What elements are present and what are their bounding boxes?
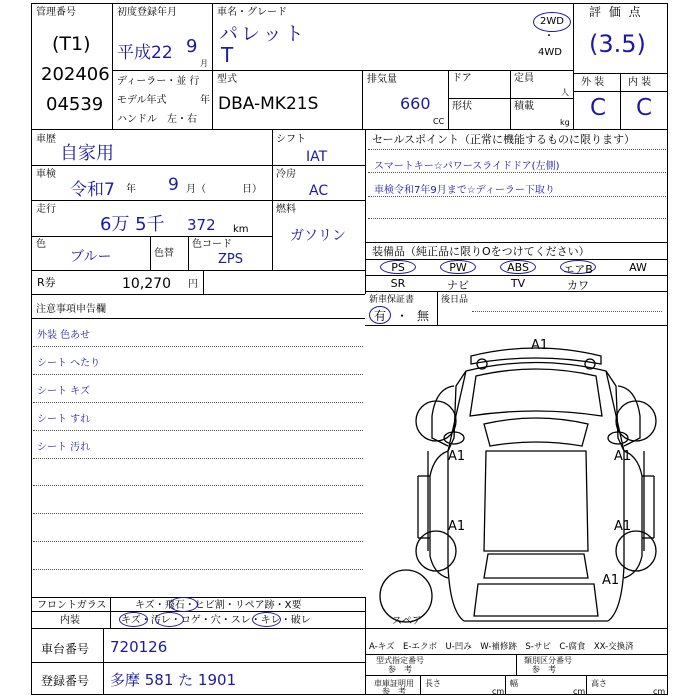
- type-label: 型式: [217, 74, 237, 85]
- equipment-item: PS: [391, 261, 405, 274]
- divider: [365, 675, 668, 676]
- equipment-item: AW: [629, 261, 647, 274]
- shape-label: 形状: [452, 101, 472, 112]
- width-cm: cm: [573, 687, 586, 696]
- hood-outline: [470, 369, 602, 416]
- rub-circle: [252, 612, 281, 627]
- fuel-value: ガソリン: [290, 228, 346, 244]
- mgmt-number-1: (T1): [52, 33, 91, 55]
- damage-mark-front: A1: [531, 338, 549, 353]
- divider: [365, 242, 668, 243]
- chassis-label: 車台番号: [41, 642, 90, 656]
- divider: [31, 597, 365, 598]
- recycle-unit: 円: [188, 279, 198, 290]
- car-grade: T: [221, 43, 234, 67]
- car-name-label: 車名・グレード: [217, 7, 287, 18]
- divider: [110, 597, 111, 628]
- damage-mark-left-rear: A1: [448, 519, 466, 534]
- selling-point-1: スマートキー☆パワースライドドア(左側): [374, 161, 560, 172]
- chip-circle: [169, 597, 198, 612]
- front-right-wheel: [616, 401, 656, 441]
- divider: [112, 70, 573, 71]
- notes-entry: 外装 色あせ: [37, 329, 91, 341]
- divider: [31, 611, 365, 612]
- ref-label-1: 参 考: [388, 665, 412, 674]
- notes-line: [33, 485, 363, 486]
- notes-entry: シート へたり: [37, 357, 101, 369]
- exterior-label: 外 装: [581, 77, 605, 88]
- equipment-item: PW: [449, 261, 467, 274]
- rear-window-outline: [484, 554, 588, 578]
- equipment-item: カワ: [567, 279, 589, 292]
- scratch-circle: [119, 612, 148, 627]
- equipment-item: ABS: [507, 261, 529, 274]
- divider: [31, 129, 668, 130]
- exterior-grade: C: [590, 95, 607, 121]
- later-items-line: [472, 311, 662, 312]
- length-cm: cm: [492, 687, 505, 696]
- drive-dot: ・: [544, 31, 554, 42]
- equipment-item: エアB: [563, 263, 593, 276]
- km-unit: km: [233, 224, 249, 235]
- warranty-have: 有: [374, 309, 387, 323]
- divider: [448, 70, 449, 129]
- color-change-label: 色替: [154, 248, 174, 259]
- mileage-extra: 372: [187, 216, 216, 234]
- handle-label: ハンドル 左・右: [117, 114, 197, 125]
- mileage-value: 6万 5千: [100, 214, 165, 235]
- divider: [31, 270, 365, 271]
- history-label: 車歴: [36, 134, 56, 145]
- cc-unit: CC: [433, 117, 445, 126]
- divider: [362, 70, 363, 129]
- width-label: 幅: [510, 679, 518, 688]
- interior-grade: C: [636, 95, 653, 121]
- notes-line: [33, 513, 363, 514]
- damage-mark-right-front: A1: [614, 449, 632, 464]
- divider: [272, 165, 365, 166]
- equipment-item: SR: [390, 277, 406, 290]
- category-label: 類別区分番号: [524, 656, 572, 665]
- model-code: DBA-MK21S: [218, 94, 319, 114]
- divider: [112, 3, 113, 129]
- notes-entry: シート 汚れ: [37, 441, 91, 453]
- registration-number: 多摩 581 た 1901: [110, 671, 237, 689]
- score-value: (3.5): [589, 30, 646, 58]
- warranty-label: 新車保証書: [369, 295, 415, 305]
- divider: [365, 275, 668, 276]
- mgmt-number-label: 管理番号: [36, 7, 76, 18]
- divider: [150, 236, 151, 270]
- notes-entry: シート すれ: [37, 413, 91, 425]
- divider: [203, 270, 204, 294]
- interior-condition-items: キズ・汚レ・コゲ・穴・スレ・キレ・破レ: [121, 615, 311, 626]
- car-name: パレット: [219, 23, 307, 45]
- divider: [31, 165, 272, 166]
- equipment-label: 装備品（純正品に限りOをつけてください）: [372, 245, 590, 258]
- registration-era: 平成22: [117, 43, 173, 63]
- damage-legend: A-キズ E-エクボ U-凹み W-補修跡 S-サビ C-腐食 XX-交換済: [369, 642, 634, 652]
- selling-line: [368, 196, 666, 197]
- inspection-year-unit: 年: [126, 184, 136, 195]
- left-side-outline: [430, 451, 448, 578]
- divider: [516, 654, 517, 675]
- length-label: 長さ: [425, 679, 441, 688]
- rear-outline: [474, 584, 598, 616]
- divider: [420, 675, 421, 695]
- notes-line: [33, 374, 363, 375]
- mgmt-number-2: 202406: [41, 64, 110, 85]
- divider: [573, 91, 668, 92]
- dealer-label: ディーラー・並 行: [117, 76, 200, 87]
- displacement-label: 排気量: [367, 74, 397, 85]
- divider: [573, 3, 574, 129]
- notes-entry: シート キズ: [37, 385, 90, 397]
- height-cm: cm: [653, 687, 666, 696]
- divider: [620, 73, 621, 129]
- inspection-day-unit: 日）: [242, 184, 262, 195]
- inspection-label: 車検: [36, 169, 56, 180]
- mileage-label: 走行: [36, 204, 56, 215]
- notes-line: [33, 346, 363, 347]
- type-designation-label: 型式指定番号: [376, 656, 424, 665]
- damage-mark-left-front: A1: [448, 449, 466, 464]
- divider: [188, 236, 189, 270]
- displacement-value: 660: [400, 94, 431, 113]
- selling-line: [368, 149, 666, 150]
- notes-line: [33, 402, 363, 403]
- capacity-label: 定員: [514, 73, 534, 84]
- recycle-label: R券: [37, 276, 56, 289]
- front-glass-label: フロントガラス: [37, 600, 107, 611]
- warranty-none: 無: [417, 309, 430, 323]
- drive-2wd: 2WD: [540, 16, 564, 27]
- roof-outline: [484, 451, 588, 551]
- inspection-era: 令和7: [70, 180, 115, 200]
- model-year-label: モデル年式: [117, 95, 167, 106]
- notes-line: [33, 458, 363, 459]
- equipment-item: TV: [510, 277, 526, 290]
- inspection-month-unit: 月（: [186, 184, 206, 195]
- color-code: ZPS: [218, 252, 243, 267]
- rear-right-wheel: [616, 531, 656, 571]
- divider: [365, 597, 366, 695]
- warranty-sep: ・: [396, 309, 409, 323]
- shift-value: IAT: [306, 149, 328, 165]
- door-label: ドア: [452, 73, 472, 84]
- garage-cert-label: 車庫証明用: [374, 679, 414, 688]
- shift-label: シフト: [276, 134, 306, 145]
- interior-condition-label: 内装: [60, 615, 80, 626]
- divider: [31, 236, 272, 237]
- ref-label-2: 参 考: [532, 665, 556, 674]
- kg-unit: kg: [560, 118, 570, 127]
- windshield-outline: [484, 418, 588, 446]
- notes-line: [33, 430, 363, 431]
- person-unit: 人: [561, 88, 569, 97]
- history-value: 自家用: [60, 143, 114, 164]
- month-unit: 月: [200, 59, 208, 68]
- color-value: ブルー: [70, 249, 112, 265]
- divider: [505, 675, 506, 695]
- load-label: 積載: [514, 101, 534, 112]
- divider: [31, 318, 365, 319]
- later-items-label: 後日品: [441, 295, 469, 305]
- divider: [31, 294, 365, 295]
- selling-line: [368, 218, 666, 219]
- selling-points-label: セールスポイント（正常に機能するものに限ります）: [372, 133, 636, 146]
- damage-mark-right-rear: A1: [614, 519, 632, 534]
- dirt-circle: [155, 612, 184, 627]
- fuel-label: 燃料: [276, 204, 296, 215]
- ref-label-3: 参 考: [382, 687, 406, 696]
- selling-point-2: 車検令和7年9月まで☆ディーラー下取り: [374, 185, 555, 196]
- equipment-item: ナビ: [447, 279, 469, 292]
- damage-mark-right-back: A1: [602, 573, 620, 588]
- first-registration-label: 初度登録年月: [117, 7, 177, 18]
- cooling-label: 冷房: [276, 169, 296, 180]
- body-outline: [448, 363, 624, 622]
- height-label: 高さ: [591, 679, 607, 688]
- year-unit: 年: [200, 95, 210, 106]
- registration-month: 9: [186, 36, 198, 57]
- divider: [448, 98, 573, 99]
- mgmt-number-3: 04539: [46, 94, 104, 115]
- notes-label: 注意事項申告欄: [36, 304, 106, 315]
- registration-label: 登録番号: [41, 674, 90, 688]
- divider: [31, 662, 365, 663]
- interior-label: 内 装: [628, 77, 652, 88]
- front-glass-items: キズ・飛石・ヒビ割・リペア跡・X要: [135, 600, 302, 611]
- front-left-wheel: [416, 401, 456, 441]
- inspection-month: 9: [168, 175, 179, 195]
- divider: [365, 291, 668, 292]
- spare-label: スペア: [392, 616, 422, 627]
- divider: [272, 200, 365, 201]
- divider: [212, 3, 213, 129]
- score-label: 評 価 点: [589, 5, 643, 19]
- selling-line: [368, 172, 666, 173]
- divider: [437, 291, 438, 325]
- color-label: 色: [36, 239, 46, 250]
- divider: [510, 70, 511, 129]
- divider: [586, 675, 587, 695]
- chassis-number: 720126: [110, 638, 168, 656]
- car-diagram: [366, 326, 666, 636]
- notes-line: [33, 541, 363, 542]
- cooling-value: AC: [309, 183, 329, 199]
- notes-line: [33, 569, 363, 570]
- divider: [31, 200, 272, 201]
- recycle-value: 10,270: [122, 276, 171, 292]
- right-side-outline: [624, 451, 642, 578]
- drive-4wd: 4WD: [538, 47, 562, 58]
- divider: [31, 628, 668, 629]
- rear-left-wheel: [416, 531, 456, 571]
- color-code-label: 色コード: [192, 239, 232, 250]
